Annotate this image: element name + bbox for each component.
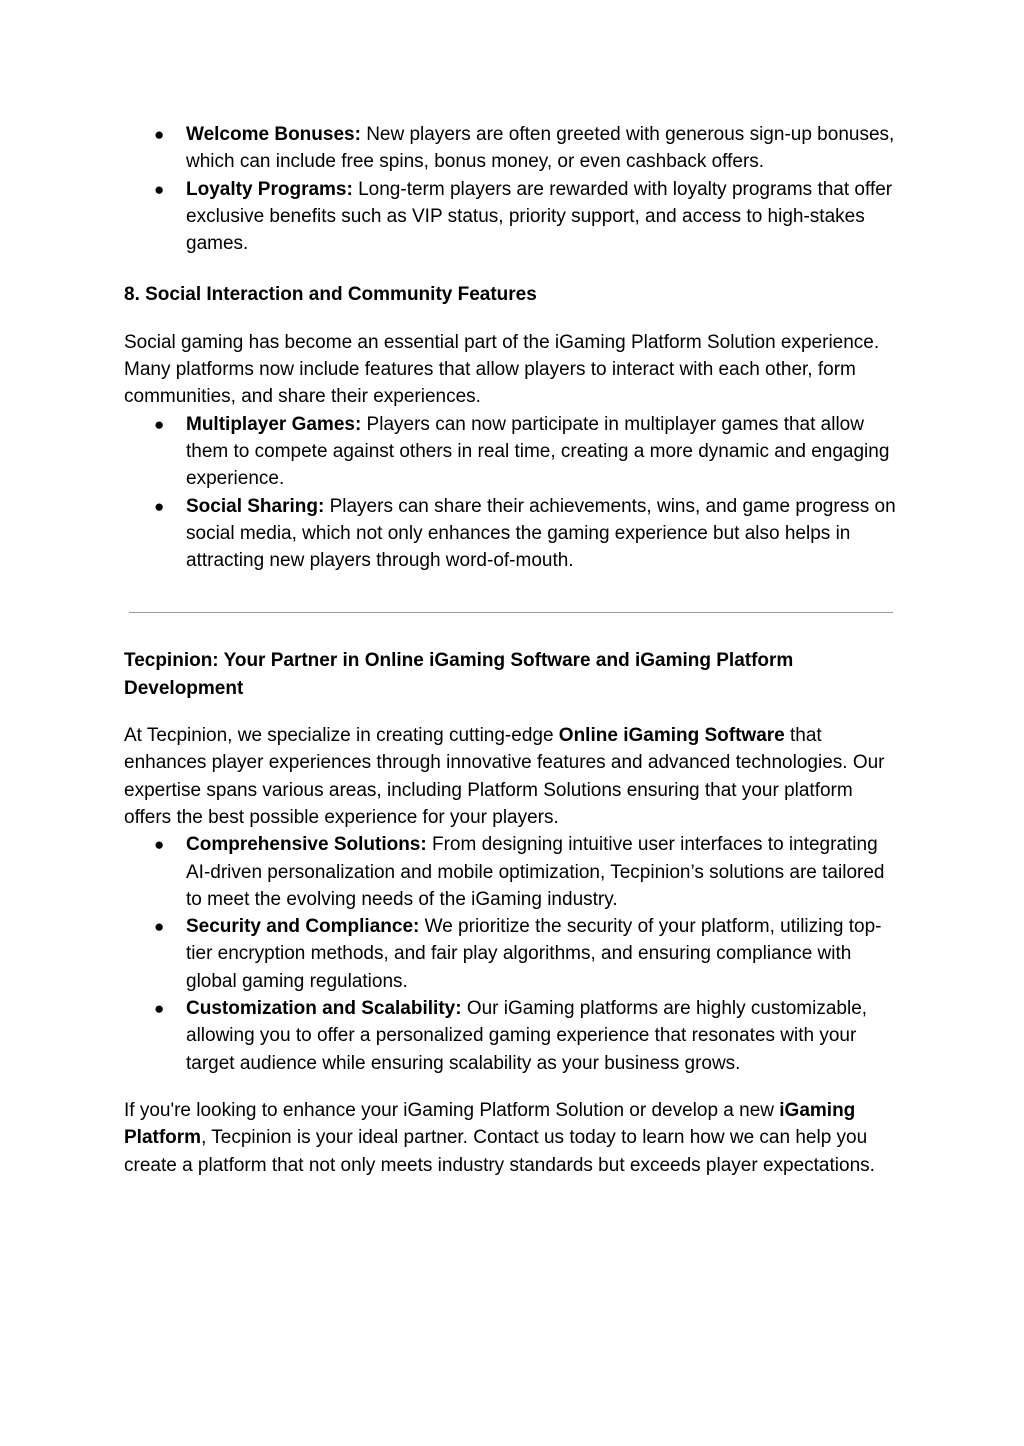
list-item-term: Social Sharing: <box>186 495 325 517</box>
list-item <box>124 176 904 258</box>
paragraph: Social gaming has become an essential part of the iGaming Platform Solution experience. Many platforms now include features that allow players to interact with each other, form communities, and share their experiences. <box>124 331 880 408</box>
bonus-list <box>124 121 904 257</box>
list-item-term: Security and Compliance: <box>186 916 420 938</box>
section-heading: 8. Social Interaction and Community Features <box>124 284 537 306</box>
bullet-icon: ● <box>154 179 165 199</box>
bullet-icon: ● <box>154 496 165 516</box>
list-item <box>124 121 904 176</box>
list-item-text: New players are often greeted with generous sign-up bonuses, which can include free spins, bonus money, or even cashback offers. <box>186 124 895 173</box>
paragraph-text: , Tecpinion is your ideal partner. Contact us today to learn how we can help you create a platform that not only meets industry standards but exceeds player expectations. <box>124 1127 875 1176</box>
list-item <box>124 995 904 1077</box>
bullet-icon: ● <box>154 125 165 144</box>
paragraph <box>124 1097 904 1179</box>
bullet-icon: ● <box>154 917 165 937</box>
list-item-text: Long-term players are rewarded with loyalty programs that offer exclusive benefits such as VIP status, priority support, and access to high-stakes games. <box>186 178 893 255</box>
list-item-text: Players can now participate in multiplayer games that allow them to compete against others in real time, creating a more dynamic and engaging experience. <box>186 413 890 490</box>
section-heading: Tecpinion: Your Partner in Online iGaming Software and iGaming Platform Development <box>124 650 794 699</box>
horizontal-divider <box>129 612 893 613</box>
list-item-text: From designing intuitive user interfaces to integrating AI-driven personalization and mobile optimization, Tecpinion’s solutions are tailored to meet the evolving needs of the iGaming industry. <box>186 834 885 910</box>
paragraph <box>124 722 904 831</box>
paragraph-text: At Tecpinion, we specialize in creating cutting-edge <box>124 725 559 747</box>
list-item <box>124 913 904 995</box>
list-item-term: Welcome Bonuses: <box>186 124 361 145</box>
list-item <box>124 411 904 493</box>
document-content <box>124 121 904 1179</box>
paragraph-text: If you're looking to enhance your iGaming Platform Solution or develop a new <box>124 1099 780 1121</box>
list-item <box>124 831 904 913</box>
list-item-text: Our iGaming platforms are highly customizable, allowing you to offer a personalized gaming experience that resonates with your target audience while ensuring scalability as your business grows. <box>186 998 868 1074</box>
paragraph-text: that enhances player experiences through innovative features and advanced technologies. Our expertise spans various areas, including Platform Solutions ensuring that your platform offers the best possible experience for your players. <box>124 725 885 828</box>
list-item-text: We prioritize the security of your platform, utilizing top-tier encryption methods, and fair play algorithms, and ensuring compliance with global gaming regulations. <box>186 916 882 992</box>
tecpinion-feature-list <box>124 831 904 1077</box>
list-item-term: Multiplayer Games: <box>186 413 362 435</box>
list-item-text: Players can share their achievements, wins, and game progress on social media, which not only enhances the gaming experience but also helps in attracting new players through word-of-mouth. <box>186 495 896 572</box>
paragraph-bold-text: iGaming Platform <box>124 1099 856 1149</box>
paragraph-bold-text: Online iGaming Software <box>558 725 785 747</box>
list-item-term: Comprehensive Solutions: <box>186 834 427 856</box>
bullet-icon: ● <box>154 835 165 855</box>
bullet-icon: ● <box>154 414 165 434</box>
social-feature-list <box>124 411 904 575</box>
list-item-term: Customization and Scalability: <box>186 998 462 1020</box>
list-item <box>124 493 904 575</box>
list-item-term: Loyalty Programs: <box>186 178 353 200</box>
bullet-icon: ● <box>154 999 165 1019</box>
